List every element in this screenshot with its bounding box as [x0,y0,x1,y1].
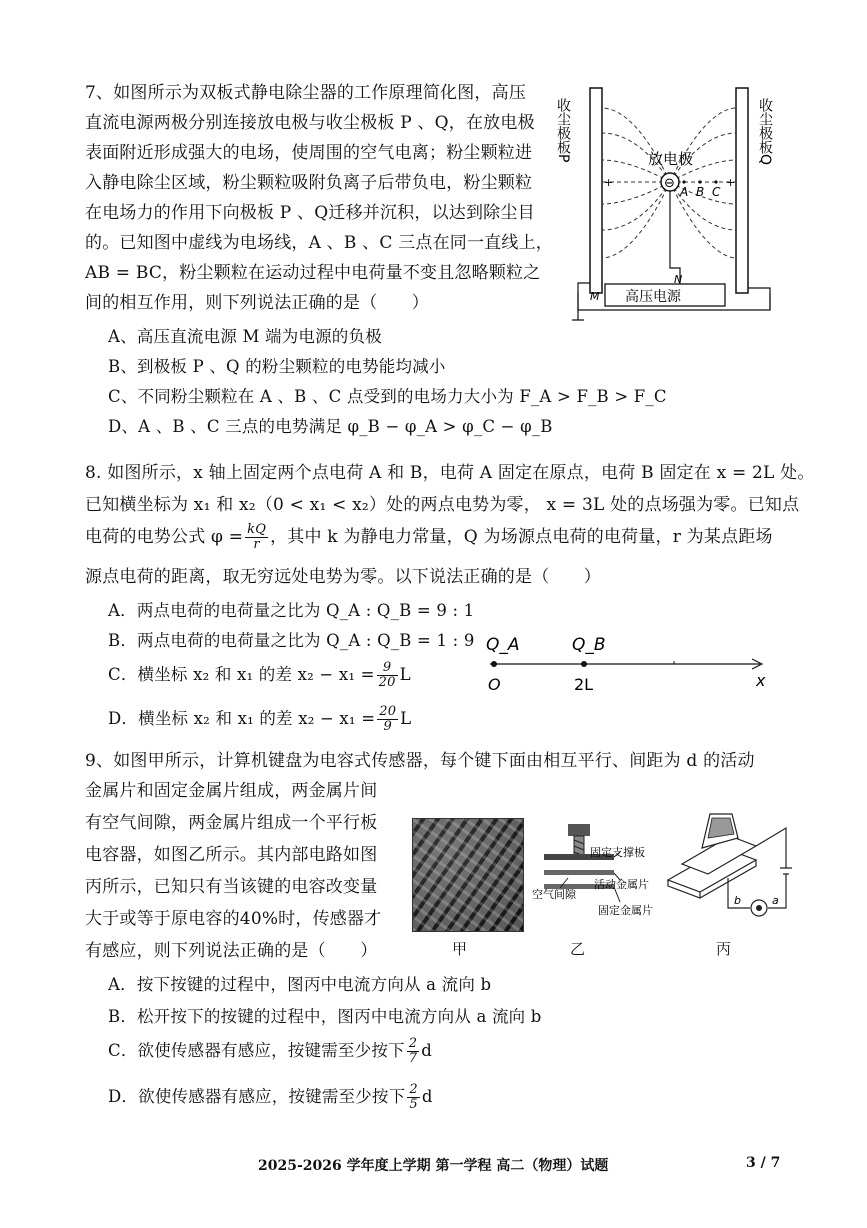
q7-line: 7、如图所示为双板式静电除尘器的工作原理简化图，高压 [85,83,527,103]
point-c-label: C [712,185,721,199]
b-position-label: 2L [574,675,594,694]
q9-line: 金属片和固定金属片组成，两金属片间 [85,781,378,801]
terminal-b: b [734,894,741,907]
q8-option-d-text: D．横坐标 x₂ 和 x₁ 的差 x₂ − x₁ = [108,709,376,728]
fraction-numerator: kQ [247,522,267,537]
q8-line-formula [85,522,773,552]
key-cap [568,824,590,836]
fraction-denominator: 7 [408,1051,418,1066]
plate-p-label: 收尘极板P [555,98,571,163]
fraction-denominator: 5 [409,1097,418,1112]
q9-option-d-fraction [407,1083,419,1112]
q7-line: 间的相互作用，则下列说法正确的是（ ） [85,293,429,313]
q8-option-c-fraction [377,661,398,690]
q8-formula-suffix: ，其中 k 为静电力常量，Q 为场源点电荷的电荷量，r 为某点距场 [270,527,773,547]
q7-line: 的。已知图中虚线为电场线，A 、B 、C 三点在同一直线上， [85,233,553,253]
q9-option-c-text: C．欲使传感器有感应，按键需至少按下 [108,1041,405,1060]
axis-label: x [756,671,766,690]
q9-option-c [108,1036,432,1066]
electrode-label: 放电极 [648,150,694,168]
source-label: 高压电源 [625,289,681,305]
q8-line: 8. 如图所示，x 轴上固定两个点电荷 A 和 B，电荷 A 固定在原点，电荷 B 固定在 x = 2L 处。 [85,463,815,483]
caption-jia: 甲 [452,940,468,958]
fraction-numerator: 20 [379,704,397,719]
q8-option-d [108,704,411,734]
q7-line: 入静电除尘区域，粉尘颗粒吸附负离子后带负电，粉尘颗粒 [85,173,533,193]
point-b-label: B [696,185,705,199]
q9-option-c-fraction [407,1037,419,1066]
q9-option-a: A．按下按键的过程中，图丙中电流方向从 a 流向 b [108,975,492,994]
q9-line: 有感应，则下列说法正确的是（ ） [85,941,378,961]
q9-option-d-unit: d [421,1087,433,1106]
moving-plate [544,870,614,875]
label-support: 固定支撑板 [590,846,645,859]
q8-option-c [108,660,411,690]
fraction-denominator: 20 [378,675,396,690]
fraction-denominator: 9 [383,719,392,734]
q9-line: 丙所示，已知只有当该键的电容改变量 [85,877,378,897]
q8-option-a: A．两点电荷的电荷量之比为 Q_A : Q_B = 9 : 1 [108,601,475,620]
fraction-denominator: r [253,537,260,552]
key-structure-diagram [530,818,670,937]
q7-option-d: D、A 、B 、C 三点的电势满足 φ_B − φ_A > φ_C − φ_B [108,417,553,436]
qb-label: Q_B [572,635,606,655]
fraction-numerator: 2 [409,1082,418,1097]
caption-yi: 乙 [570,940,586,958]
label-fixed: 固定金属片 [598,904,653,917]
potential-fraction [245,523,268,552]
plate-q [736,88,748,293]
svg-text:+: + [726,176,736,189]
q7-option-c: C、不同粉尘颗粒在 A 、B 、C 点受到的电场力大小为 F_A > F_B > F_C [108,387,667,406]
q7-line: AB = BC，粉尘颗粒在运动过程中电荷量不变且忽略颗粒之 [85,263,541,283]
q7-option-b: B、到极板 P 、Q 的粉尘颗粒的电势能均减小 [108,357,446,376]
q9-line: 大于或等于原电容的40%时，传感器才 [85,909,382,929]
q7-line: 表面附近形成强大的电场，使周围的空气电离；粉尘颗粒进 [85,143,533,163]
point-a-label: A [680,185,689,199]
q9-option-d [108,1082,433,1112]
q8-formula-prefix: 电荷的电势公式 φ = [85,527,244,547]
q8-option-d-fraction [377,705,398,734]
qa-label: Q_A [486,635,520,655]
charge-a-dot [491,661,497,667]
q8-option-b: B．两点电荷的电荷量之比为 Q_A : Q_B = 1 : 9 [108,631,475,650]
caption-bing: 丙 [716,940,732,958]
q7-option-a: A、高压直流电源 M 端为电源的负极 [108,327,382,346]
q8-axis-diagram [480,628,780,702]
q8-line: 源点电荷的距离，取无穷远处电势为零。以下说法正确的是（ ） [85,567,601,587]
q8-option-c-unit: L [399,665,411,684]
q9-option-d-text: D．欲使传感器有感应，按键需至少按下 [108,1087,406,1106]
q9-line: 有空气间隙，两金属片组成一个平行板 [85,813,378,833]
plate-q-label: 收尘极板Q [757,98,773,166]
origin-label: O [488,675,501,694]
svg-text:+: + [604,176,614,189]
footer-title: 2025-2026 学年度上学期 第一学程 高二（物理）试题 [258,1158,609,1174]
terminal-m: M [590,290,600,303]
q7-line: 直流电源两极分别连接放电极与收尘极板 P 、Q，在放电极 [85,113,535,133]
q9-line: 电容器，如图乙所示。其内部电路如图 [85,845,378,865]
terminal-n: N [674,273,683,286]
circuit-diagram [664,808,794,937]
q9-option-b: B．松开按下的按键的过程中，图丙中电流方向从 a 流向 b [108,1007,542,1026]
q9-option-c-unit: d [421,1041,432,1060]
q8-option-c-text: C．横坐标 x₂ 和 x₁ 的差 x₂ − x₁ = [108,665,375,684]
fraction-numerator: 9 [377,661,398,676]
footer-page-number: 3 / 7 [746,1155,781,1171]
label-moving: 活动金属片 [594,878,649,891]
q7-line: 在电场力的作用下向极板 P 、Q迁移并沉积，以达到除尘目 [85,203,535,223]
q8-option-d-unit: L [400,709,412,728]
plate-p [590,88,602,293]
keyboard-photo [412,818,524,932]
terminal-a: a [772,894,779,907]
fraction-numerator: 2 [408,1036,418,1051]
charge-b-dot [581,661,587,667]
q9-line: 9、如图甲所示，计算机键盘为电容式传感器，每个键下面由相互平行、间距为 d 的活动 [85,751,755,771]
electrode-symbol: ⊖ [664,176,675,191]
q8-line: 已知横坐标为 x₁ 和 x₂（0 < x₁ < x₂）处的两点电势为零， x = 3L 处的点场强为零。已知点 [85,495,800,515]
label-gap: 空气间隙 [532,888,576,901]
q7-precipitator-diagram [555,78,790,332]
